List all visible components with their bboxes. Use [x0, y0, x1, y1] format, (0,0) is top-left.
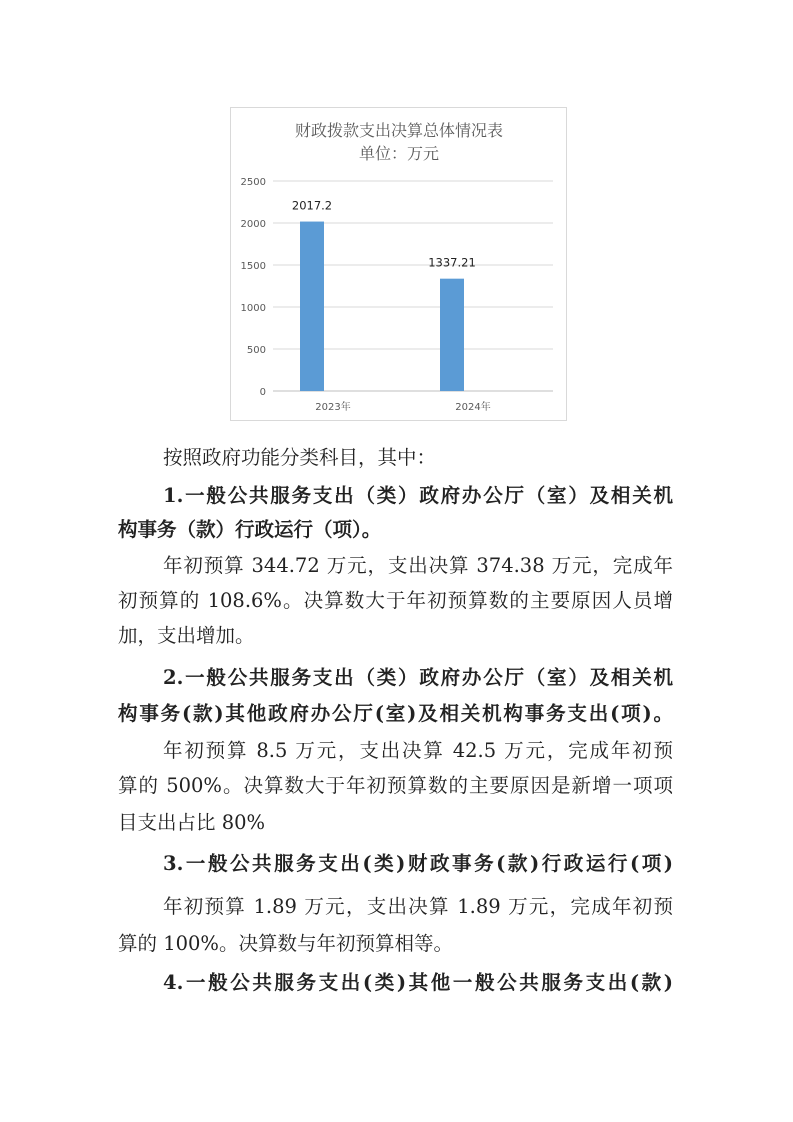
section-heading-line: 3.一般公共服务支出(类)财政事务(款)行政运行(项) [163, 852, 673, 875]
bar [300, 222, 324, 391]
paragraph-line: 年初预算 1.89 万元，支出决算 1.89 万元，完成年初预 [163, 895, 673, 918]
bar [440, 279, 464, 391]
paragraph-line: 加，支出增加。 [118, 624, 255, 647]
paragraph-line: 算的 500%。决算数大于年初预算数的主要原因是新增一项项 [118, 774, 673, 797]
chart-title: 财政拨款支出决算总体情况表 [294, 121, 504, 140]
paragraph-line: 算的 100%。决算数与年初预算相等。 [118, 932, 453, 955]
section-heading-line: 构事务(款)其他政府办公厅(室)及相关机构事务支出(项)。 [118, 702, 673, 725]
section-heading-line: 4.一般公共服务支出(类)其他一般公共服务支出(款) [163, 971, 673, 994]
data-label: 1337.21 [428, 255, 476, 270]
paragraph-line: 年初预算 8.5 万元，支出决算 42.5 万元，完成年初预 [163, 739, 673, 762]
y-tick-label: 500 [246, 345, 266, 356]
paragraph-line: 初预算的 108.6%。决算数大于年初预算数的主要原因人员增 [118, 589, 673, 612]
chart-subtitle: 单位：万元 [358, 144, 440, 163]
y-tick-label: 2000 [240, 219, 266, 230]
x-tick-label: 2023年 [315, 402, 351, 413]
y-tick-label: 1000 [240, 303, 266, 314]
chart-svg [231, 108, 568, 422]
y-tick-label: 0 [259, 387, 266, 398]
y-tick-label: 2500 [240, 177, 266, 188]
paragraph-line: 按照政府功能分类科目，其中： [163, 446, 437, 469]
section-heading-line: 1.一般公共服务支出（类）政府办公厅（室）及相关机 [163, 484, 673, 507]
x-tick-label: 2024年 [455, 402, 491, 413]
paragraph-line: 目支出占比 80% [118, 811, 266, 834]
y-tick-label: 1500 [240, 261, 266, 272]
section-heading-line: 2.一般公共服务支出（类）政府办公厅（室）及相关机 [163, 666, 673, 689]
section-heading-line: 构事务（款）行政运行（项）。 [118, 518, 382, 541]
bar-chart [230, 107, 567, 421]
data-label: 2017.2 [291, 198, 333, 213]
paragraph-line: 年初预算 344.72 万元，支出决算 374.38 万元，完成年 [163, 554, 673, 577]
